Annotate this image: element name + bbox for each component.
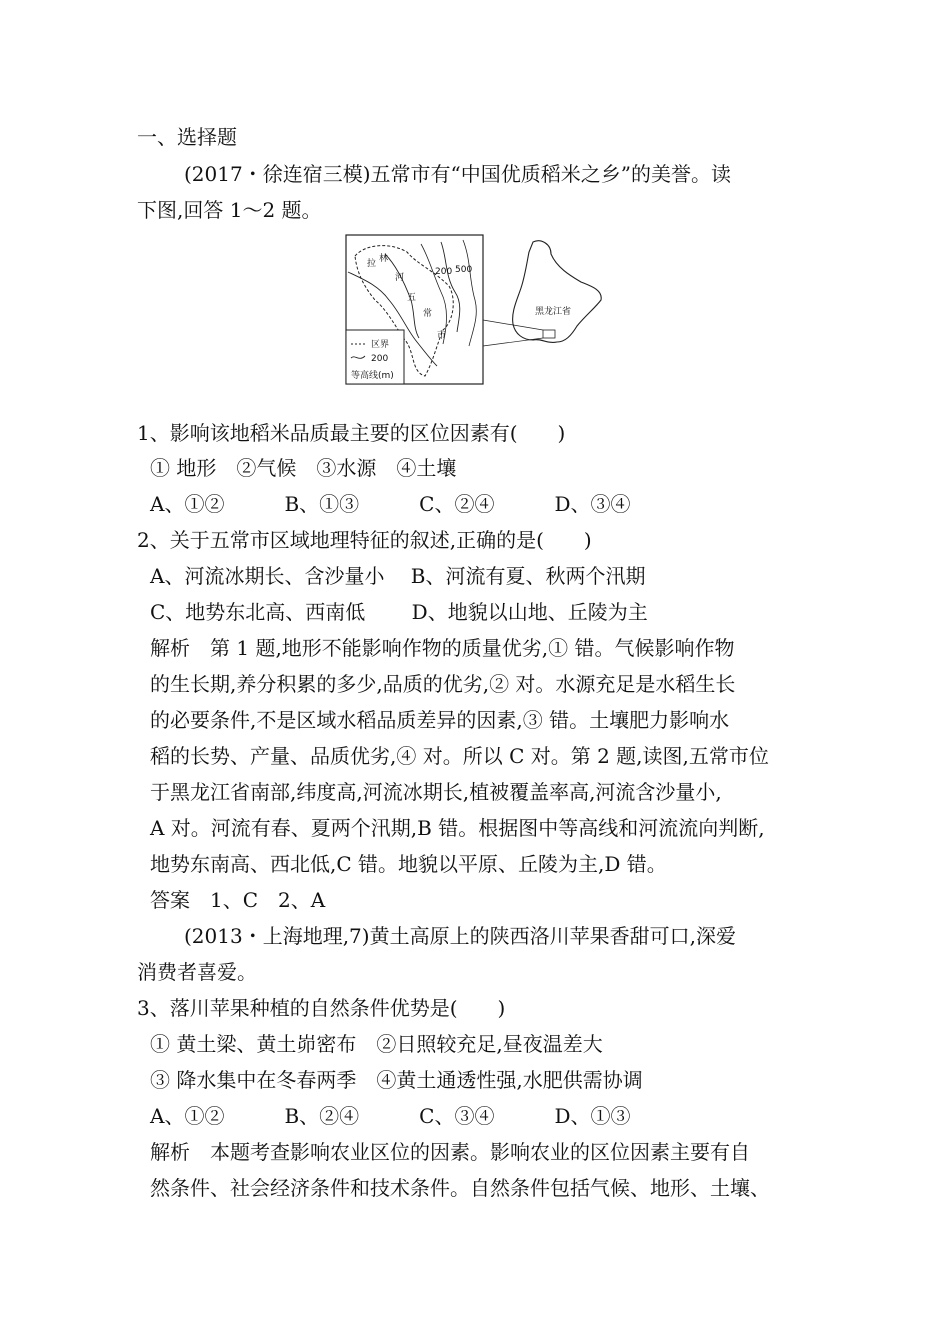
analysis-line: 于黑龙江省南部,纬度高,河流冰期长,植被覆盖率高,河流含沙量小, [150,780,722,804]
question-3-stem: 3、落川苹果种植的自然条件优势是( ) [137,996,506,1020]
map-label: 市 [437,331,447,341]
question-group-intro: (2013・上海地理,7)黄土高原上的陕西洛川苹果香甜可口,深爱 [184,924,736,948]
question-2-options: C、地势东北高、西南低 D、地貌以山地、丘陵为主 [150,600,648,624]
legend-contour-value: 200 [371,354,389,364]
analysis-line: A 对。河流有春、夏两个汛期,B 错。根据图中等高线和河流流向判断, [150,816,765,840]
analysis-line: 然条件、社会经济条件和技术条件。自然条件包括气候、地形、土壤、 [150,1176,770,1200]
map-label: 林 [379,254,389,264]
question-3-items: ① 黄土梁、黄土峁密布 ②日照较充足,昼夜温差大 [150,1032,603,1056]
question-3-options: A、①② B、②④ C、③④ D、①③ [150,1104,631,1128]
contour-label: 500 [455,265,473,275]
province-label: 黑龙江省 [535,307,572,317]
question-2-stem: 2、关于五常市区域地理特征的叙述,正确的是( ) [137,528,592,552]
map-label: 常 [423,309,433,319]
analysis-line: 稻的长势、产量、品质优劣,④ 对。所以 C 对。第 2 题,读图,五常市位 [150,744,769,768]
analysis-line: 的必要条件,不是区域水稻品质差异的因素,③ 错。土壤肥力影响水 [150,708,730,732]
analysis-line: 解析 第 1 题,地形不能影响作物的质量优劣,① 错。气候影响作物 [150,636,735,660]
question-1-options: A、①② B、①③ C、②④ D、③④ [150,492,631,516]
question-2-options: A、河流冰期长、含沙量小 B、河流有夏、秋两个汛期 [150,564,646,588]
section-title: 一、选择题 [137,125,237,149]
question-1-items: ① 地形 ②气候 ③水源 ④土壤 [150,456,457,480]
answer-line: 答案 1、C 2、A [150,888,326,912]
question-3-items: ③ 降水集中在冬春两季 ④黄土通透性强,水肥供需协调 [150,1068,643,1092]
analysis-line: 地势东南高、西北低,C 错。地貌以平原、丘陵为主,D 错。 [150,852,667,876]
contour-label: 200 [435,267,453,277]
question-1-stem: 1、影响该地稻米品质最主要的区位因素有( ) [137,421,566,445]
legend-boundary-label: 区界 [371,340,390,350]
analysis-line: 的生长期,养分积累的多少,品质的优劣,② 对。水源充足是水稻生长 [150,672,736,696]
map-figure [345,234,605,386]
map-label: 河 [395,273,405,283]
analysis-line: 解析 本题考查影响农业区位的因素。影响农业的区位因素主要有自 [150,1140,750,1164]
question-group-intro: (2017・徐连宿三模)五常市有“中国优质稻米之乡”的美誉。读 [184,162,731,186]
map-label: 拉 [367,259,377,269]
question-group-intro: 下图,回答 1～2 题。 [137,198,322,222]
legend-contour-label: 等高线(m) [351,371,394,381]
map-label: 五 [407,293,417,303]
question-group-intro: 消费者喜爱。 [137,960,257,984]
